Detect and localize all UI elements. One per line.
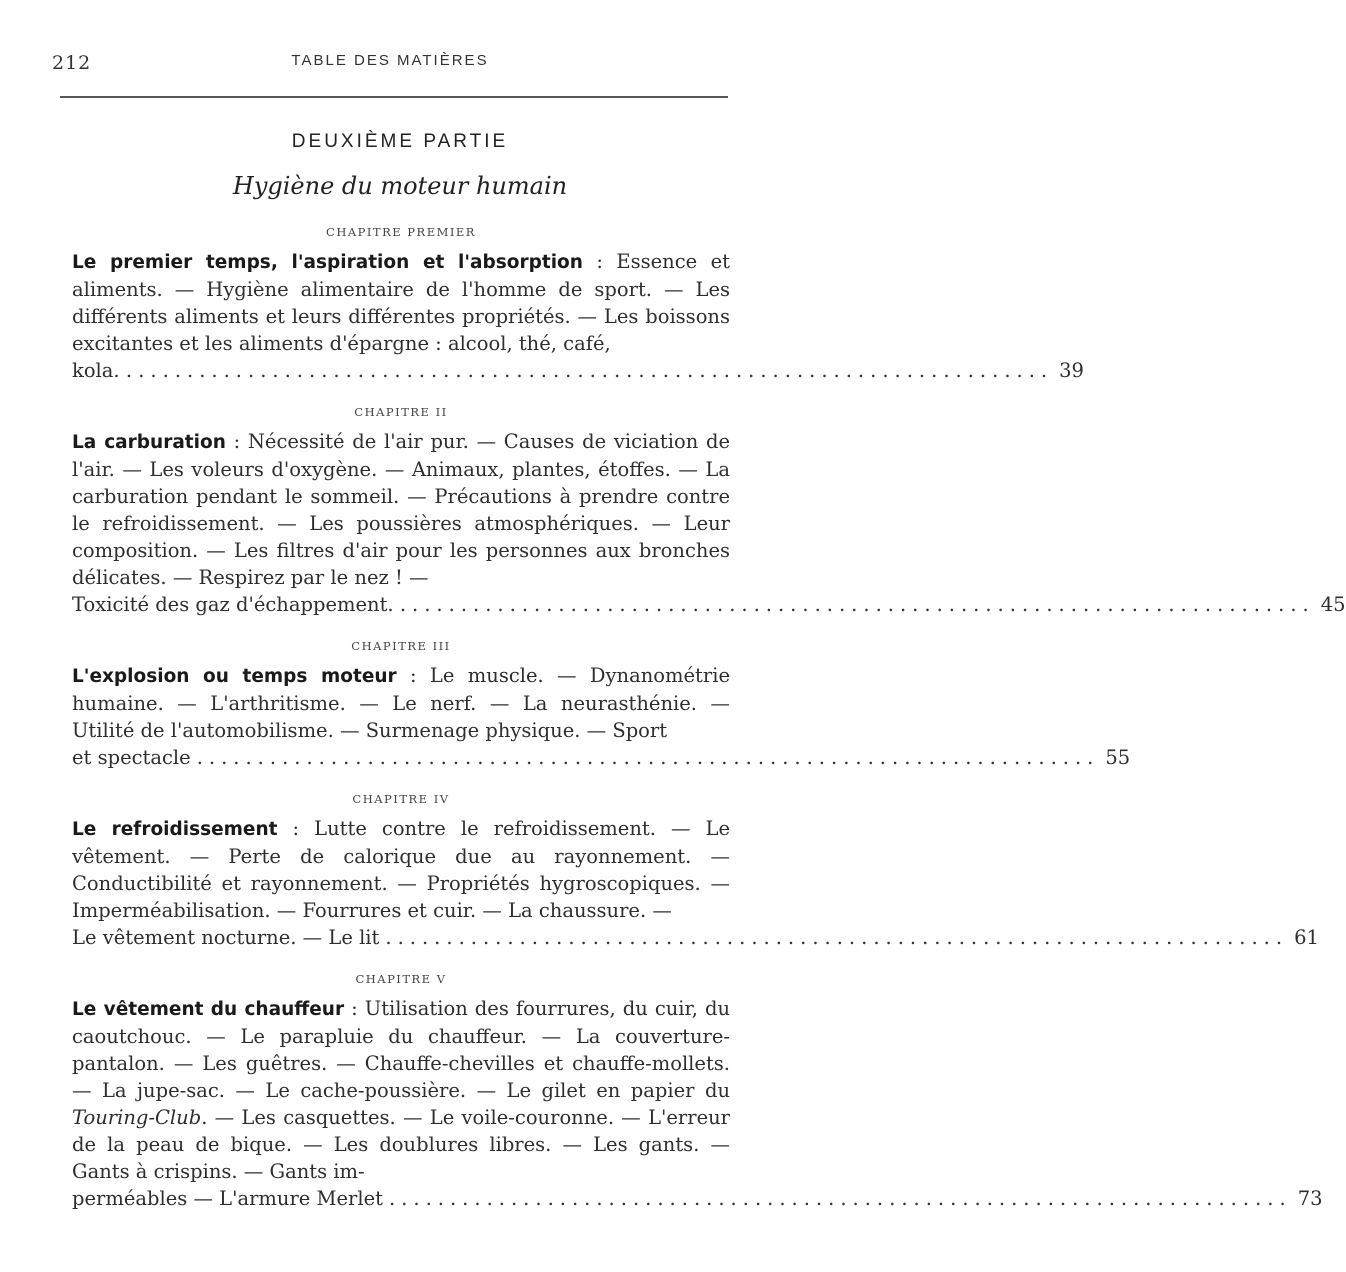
chapter-title: La carburation bbox=[72, 432, 226, 453]
chapter-italic-text: Touring-Club bbox=[72, 1106, 202, 1129]
leader-dots: .......................................................................... bbox=[150, 359, 1054, 382]
chapter-body bbox=[72, 662, 1131, 771]
chapter-body bbox=[72, 995, 1323, 1212]
chapter-description: : Nécessité de l'air pur. — Causes de viciation de l'air. — Les voleurs d'oxygène. — Animaux, plantes, étoffes. — La carburation pendant le sommeil. — Précautions à prendre contre le refroidissement. — Les poussières atmosphériques. — Leur composition. — Les filtres d'air pour les personnes aux bronches délicates. — Respirez par le nez ! — bbox=[72, 430, 730, 589]
chapter-description: : Lutte contre le refroidissement. — Le vêtement. — Perte de calorique due au rayonnement. — Conductibilité et rayonnement. — Propriétés hygroscopiques. — Imperméabilisation. — Fourrures et cuir. — La chaussure. — bbox=[72, 817, 730, 922]
leader-dots: .......................................................................... bbox=[388, 1187, 1292, 1210]
chapter-body bbox=[72, 248, 1084, 384]
chapter-title: L'explosion ou temps moteur bbox=[72, 666, 397, 687]
chapter-description: : Utilisation des fourrures, du cuir, du caoutchouc. — Le parapluie du chauffeur. — La couverture-pantalon. — Les guêtres. — Chauffe-chevilles et chauffe-mollets. — La jupe-sac. — Le cache-poussière. — Le gilet en papier du bbox=[72, 997, 731, 1102]
chapter-page: 55 bbox=[1105, 746, 1131, 769]
toc-entry-end bbox=[72, 357, 1084, 384]
toc-entry-end bbox=[72, 591, 1346, 618]
chapter-title: Le refroidissement bbox=[72, 819, 278, 840]
chapter-2 bbox=[72, 402, 1346, 618]
chapter-5 bbox=[72, 969, 1323, 1212]
chapter-page: 61 bbox=[1294, 926, 1319, 949]
part-title: DEUXIÈME PARTIE bbox=[291, 131, 509, 152]
chapter-label: CHAPITRE III bbox=[351, 639, 451, 653]
part-subtitle: Hygiène du moteur humain bbox=[232, 172, 568, 200]
chapter-description: : Essence et aliments. — Hygiène alimentaire de l'homme de sport. — Les différents aliments et leurs différentes propriétés. — Les boissons excitantes et les aliments d'épargne : alcool, thé, café, bbox=[72, 250, 730, 355]
chapter-last-line: perméables — L'armure Merlet bbox=[72, 1187, 383, 1210]
chapter-label: CHAPITRE V bbox=[355, 972, 447, 986]
chapter-4 bbox=[72, 789, 1319, 951]
header-rule bbox=[60, 96, 728, 98]
chapter-last-line: Toxicité des gaz d'échappement. . bbox=[72, 593, 407, 616]
chapter-label: CHAPITRE PREMIER bbox=[326, 225, 476, 239]
leader-dots: .......................................................................... bbox=[196, 746, 1100, 769]
chapter-last-line: kola. . . bbox=[72, 359, 145, 382]
chapter-page: 73 bbox=[1297, 1187, 1323, 1210]
chapter-3 bbox=[72, 636, 1131, 771]
chapter-page: 39 bbox=[1059, 359, 1084, 382]
toc-content bbox=[72, 222, 1346, 1212]
page-header bbox=[52, 52, 728, 82]
chapter-label: CHAPITRE II bbox=[354, 405, 448, 419]
chapter-title: Le premier temps, l'aspiration et l'absorption bbox=[72, 252, 583, 273]
page-number: 212 bbox=[52, 52, 92, 74]
chapter-last-line: Le vêtement nocturne. — Le lit bbox=[72, 926, 380, 949]
leader-dots: .......................................................................... bbox=[412, 593, 1315, 616]
chapter-last-line: et spectacle bbox=[72, 746, 191, 769]
toc-entry-end bbox=[72, 1185, 1323, 1212]
toc-entry-end bbox=[72, 744, 1131, 771]
chapter-body bbox=[72, 428, 1346, 618]
chapter-body bbox=[72, 815, 1319, 951]
chapter-page: 45 bbox=[1320, 593, 1346, 616]
chapter-label: CHAPITRE IV bbox=[352, 792, 450, 806]
chapter-description-cont: . — Les casquettes. — Le voile-couronne. — L'erreur de la peau de bique. — Les doublures libres. — Les gants. — Gants à crispins. — Gants im- bbox=[72, 1106, 730, 1183]
chapter-title: Le vêtement du chauffeur bbox=[72, 999, 345, 1020]
chapter-1 bbox=[72, 222, 1084, 384]
chapter-description: : Le muscle. — Dynanométrie humaine. — L'arthritisme. — Le nerf. — La neurasthénie. — Utilité de l'automobilisme. — Surmenage physique. — Sport bbox=[72, 664, 730, 742]
running-title: TABLE DES MATIÈRES bbox=[291, 52, 489, 69]
leader-dots: .......................................................................... bbox=[385, 926, 1289, 949]
toc-entry-end bbox=[72, 924, 1319, 951]
